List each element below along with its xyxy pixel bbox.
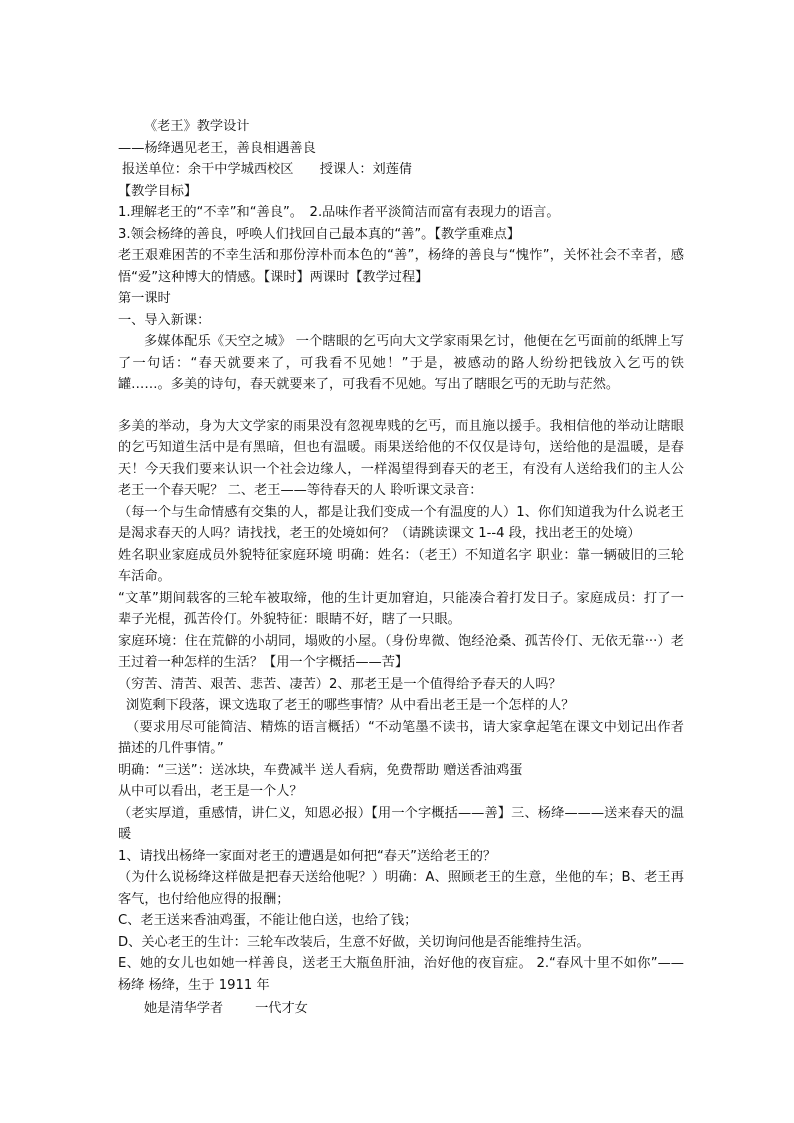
closing-phrase: 她是清华学者	[144, 1001, 224, 1016]
paragraph: 从中可以看出，老王是一个人？	[118, 784, 303, 799]
blank-line	[118, 396, 684, 416]
subtitle: ——杨绛遇见老王，善良相遇善良	[118, 140, 316, 156]
document-page	[118, 116, 684, 1020]
list-item: E、她的女儿也如她一样善良，送老王大瓶鱼肝油，治好他的夜盲症。 2.“春风十里不如你”——杨绛 杨绛，生于 1911 年	[118, 956, 684, 993]
goal-item: 1.理解老王的“不幸”和“善良”。 2.品味作者平淡简洁而富有表现力的语言。	[118, 205, 560, 220]
paragraph: （老实厚道，重感情，讲仁义，知恩必报）【用一个字概括——善】三、杨绛———送来春天的温暖	[118, 805, 684, 842]
paragraph: 多美的举动，身为大文学家的雨果没有忽视卑贱的乞丐，而且施以援手。我相信他的举动让瞎眼的乞丐知道生活中是有黑暗，但也有温暖。雨果送给他的不仅仅是诗句，送给他的是温暖，是春天！今天我们要来认识一个社会边缘人，一样渴望得到春天的老王，有没有人送给我们的主人公老王一个春天呢？ 二、老王——等待春天的人 聆听课文录音：	[118, 418, 684, 498]
closing-phrase: 一代才女	[255, 1001, 308, 1016]
submitter-info: 报送单位：余干中学城西校区 授课人：刘莲倩	[122, 162, 413, 177]
section-heading-goals: 【教学目标】	[118, 183, 198, 199]
paragraph: 老王艰难困苦的不幸生活和那份淳朴而本色的“善”，杨绛的善良与“愧怍”，关怀社会不幸者，感悟“爱”这种博大的情感。【课时】两课时【教学过程】	[118, 248, 684, 285]
paragraph: 多媒体配乐《天空之城》 一个瞎眼的乞丐向大文学家雨果乞讨，他便在乞丐面前的纸牌上写了一句话：“春天就要来了，可我看不见她！”于是，被感动的路人纷纷把钱放入乞丐的铁罐……。多美的诗句，春天就要来了，可我看不见她。写出了瞎眼乞丐的无助与茫然。	[118, 334, 684, 392]
paragraph: 1、请找出杨绛一家面对老王的遭遇是如何把“春天”送给老王的？	[118, 848, 497, 864]
paragraph: （为什么说杨绛这样做是把春天送给他呢？）明确：A、照顾老王的生意，坐他的车；B、老王再客气，也付给他应得的报酬；	[118, 870, 684, 907]
paragraph: 明确：“三送”：送冰块，车费减半 送人看病，免费帮助 赠送香油鸡蛋	[118, 762, 523, 778]
paragraph: 浏览剩下段落，课文选取了老王的哪些事情？从中看出老王是一个怎样的人？	[126, 698, 575, 713]
paragraph: （每一个与生命情感有交集的人，都是让我们变成一个有温度的人）1、你们知道我为什么说老王是渴求春天的人吗？请找找，老王的处境如何？（请跳读课文 1--4 段，找出老王的处境）	[118, 504, 684, 541]
goal-item: 3.领会杨绛的善良，呼唤人们找回自己最本真的“善”。【教学重难点】	[118, 226, 521, 242]
closing-line	[118, 998, 684, 1020]
list-item: D、关心老王的生计：三轮车改装后，生意不好做，关切询问他是否能维持生活。	[118, 934, 590, 950]
document-title: 《老王》教学设计	[144, 119, 250, 134]
lesson-heading: 第一课时	[118, 291, 171, 306]
paragraph: （要求用尽可能简洁、精炼的语言概括）“不动笔墨不读书，请大家拿起笔在课文中划记出作者描述的几件事情。”	[118, 719, 684, 756]
section-heading-intro: 一、导入新课：	[118, 312, 211, 328]
paragraph: “文革”期间载客的三轮车被取缔，他的生计更加窘迫，只能凑合着打发日子。家庭成员：打了一辈子光棍，孤苦伶仃。外貌特征：眼睛不好，瞎了一只眼。	[118, 590, 684, 627]
paragraph: 姓名职业家庭成员外貌特征家庭环境 明确：姓名：（老王）不知道名字 职业：靠一辆破旧的三轮车活命。	[118, 547, 684, 584]
paragraph: （穷苦、清苦、艰苦、悲苦、凄苦）2、那老王是一个值得给予春天的人吗？	[118, 676, 562, 692]
list-item: C、老王送来香油鸡蛋，不能让他白送，也给了钱；	[118, 913, 418, 928]
paragraph: 家庭环境：住在荒僻的小胡同，塌败的小屋。（身份卑微、饱经沧桑、孤苦伶仃、无依无靠···）老王过着一种怎样的生活？【用一个字概括——苦】	[118, 633, 684, 670]
